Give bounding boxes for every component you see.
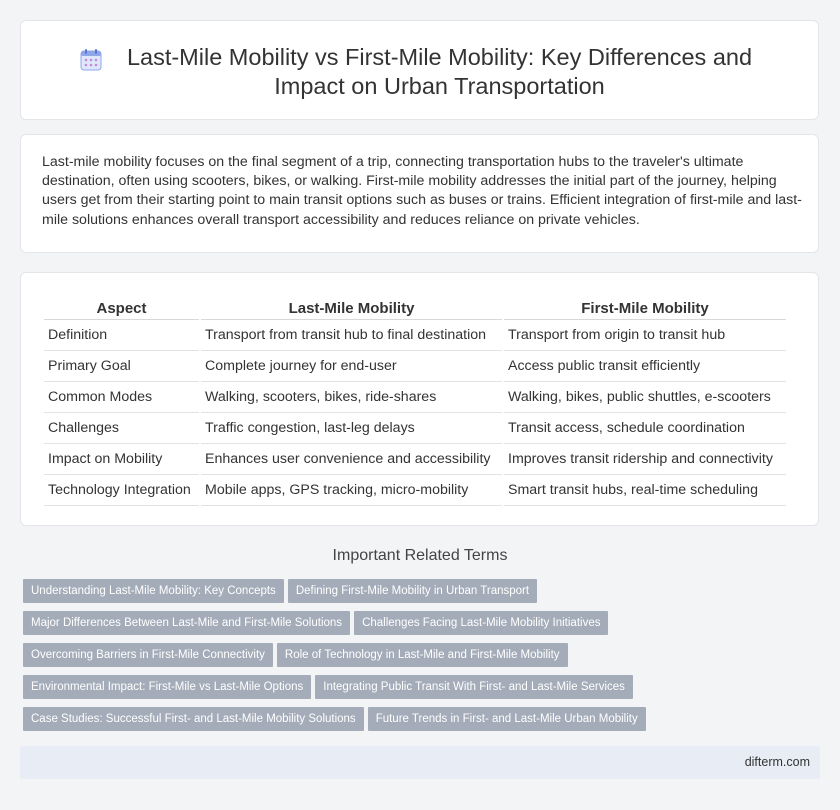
tag-row — [23, 579, 823, 611]
table-cell: Enhances user convenience and accessibility — [201, 444, 502, 475]
column-header-first-mile: First-Mile Mobility — [504, 297, 786, 320]
related-term-link[interactable]: Role of Technology in Last-Mile and First-Mile Mobility — [277, 643, 568, 667]
table-cell: Walking, scooters, bikes, ride-shares — [201, 382, 502, 413]
table-cell: Impact on Mobility — [44, 444, 199, 475]
related-term-link[interactable]: Environmental Impact: First-Mile vs Last-Mile Options — [23, 675, 311, 699]
related-term-link[interactable]: Case Studies: Successful First- and Last-Mile Mobility Solutions — [23, 707, 364, 731]
table-cell: Challenges — [44, 413, 199, 444]
related-terms-heading: Important Related Terms — [332, 547, 508, 564]
table-cell: Smart transit hubs, real-time scheduling — [504, 475, 786, 506]
table-cell: Improves transit ridership and connectivity — [504, 444, 786, 475]
related-terms-list — [23, 579, 823, 739]
page-title: Last-Mile Mobility vs First-Mile Mobility: Key Differences and Impact on Urban Transportation — [126, 44, 753, 99]
table-cell: Definition — [44, 320, 199, 351]
header-card — [20, 20, 819, 120]
table-cell: Walking, bikes, public shuttles, e-scooters — [504, 382, 786, 413]
comparison-table-card — [20, 272, 819, 526]
table-cell: Primary Goal — [44, 351, 199, 382]
intro-card — [20, 134, 819, 253]
site-name-link[interactable]: difterm.com — [744, 755, 810, 769]
tag-row — [23, 611, 823, 643]
table-row — [44, 413, 786, 444]
column-header-last-mile: Last-Mile Mobility — [201, 297, 502, 320]
table-cell: Technology Integration — [44, 475, 199, 506]
table-cell: Common Modes — [44, 382, 199, 413]
table-header-row — [44, 297, 786, 320]
table-cell: Mobile apps, GPS tracking, micro-mobility — [201, 475, 502, 506]
table-row — [44, 444, 786, 475]
table-cell: Traffic congestion, last-leg delays — [201, 413, 502, 444]
related-term-link[interactable]: Major Differences Between Last-Mile and First-Mile Solutions — [23, 611, 350, 635]
related-term-link[interactable]: Integrating Public Transit With First- and Last-Mile Services — [315, 675, 633, 699]
table-row — [44, 382, 786, 413]
related-term-link[interactable]: Overcoming Barriers in First-Mile Connectivity — [23, 643, 273, 667]
title-wrap — [21, 43, 818, 101]
related-term-link[interactable]: Understanding Last-Mile Mobility: Key Concepts — [23, 579, 284, 603]
tag-row — [23, 643, 823, 675]
table-cell: Transit access, schedule coordination — [504, 413, 786, 444]
table-cell: Transport from transit hub to final destination — [201, 320, 502, 351]
table-row — [44, 351, 786, 382]
table-row — [44, 475, 786, 506]
tag-row — [23, 707, 823, 739]
column-header-aspect: Aspect — [44, 297, 199, 320]
calendar-icon — [79, 48, 103, 72]
related-term-link[interactable]: Future Trends in First- and Last-Mile Urban Mobility — [368, 707, 646, 731]
intro-paragraph: Last-mile mobility focuses on the final segment of a trip, connecting transportation hubs to the traveler's ultimate destination, often using scooters, bikes, or walking. First-mile mobility addresses the initial part of the journey, helping users get from their starting point to main transit options such as buses or trains. Efficient integration of first-mile and last-mile solutions enhances overall transport accessibility and reduces reliance on private vehicles. — [42, 154, 802, 228]
related-term-link[interactable]: Challenges Facing Last-Mile Mobility Initiatives — [354, 611, 608, 635]
comparison-table — [42, 297, 788, 506]
table-cell: Transport from origin to transit hub — [504, 320, 786, 351]
table-cell: Access public transit efficiently — [504, 351, 786, 382]
tag-row — [23, 675, 823, 707]
related-term-link[interactable]: Defining First-Mile Mobility in Urban Transport — [288, 579, 537, 603]
footer — [20, 746, 820, 779]
table-cell: Complete journey for end-user — [201, 351, 502, 382]
table-row — [44, 320, 786, 351]
